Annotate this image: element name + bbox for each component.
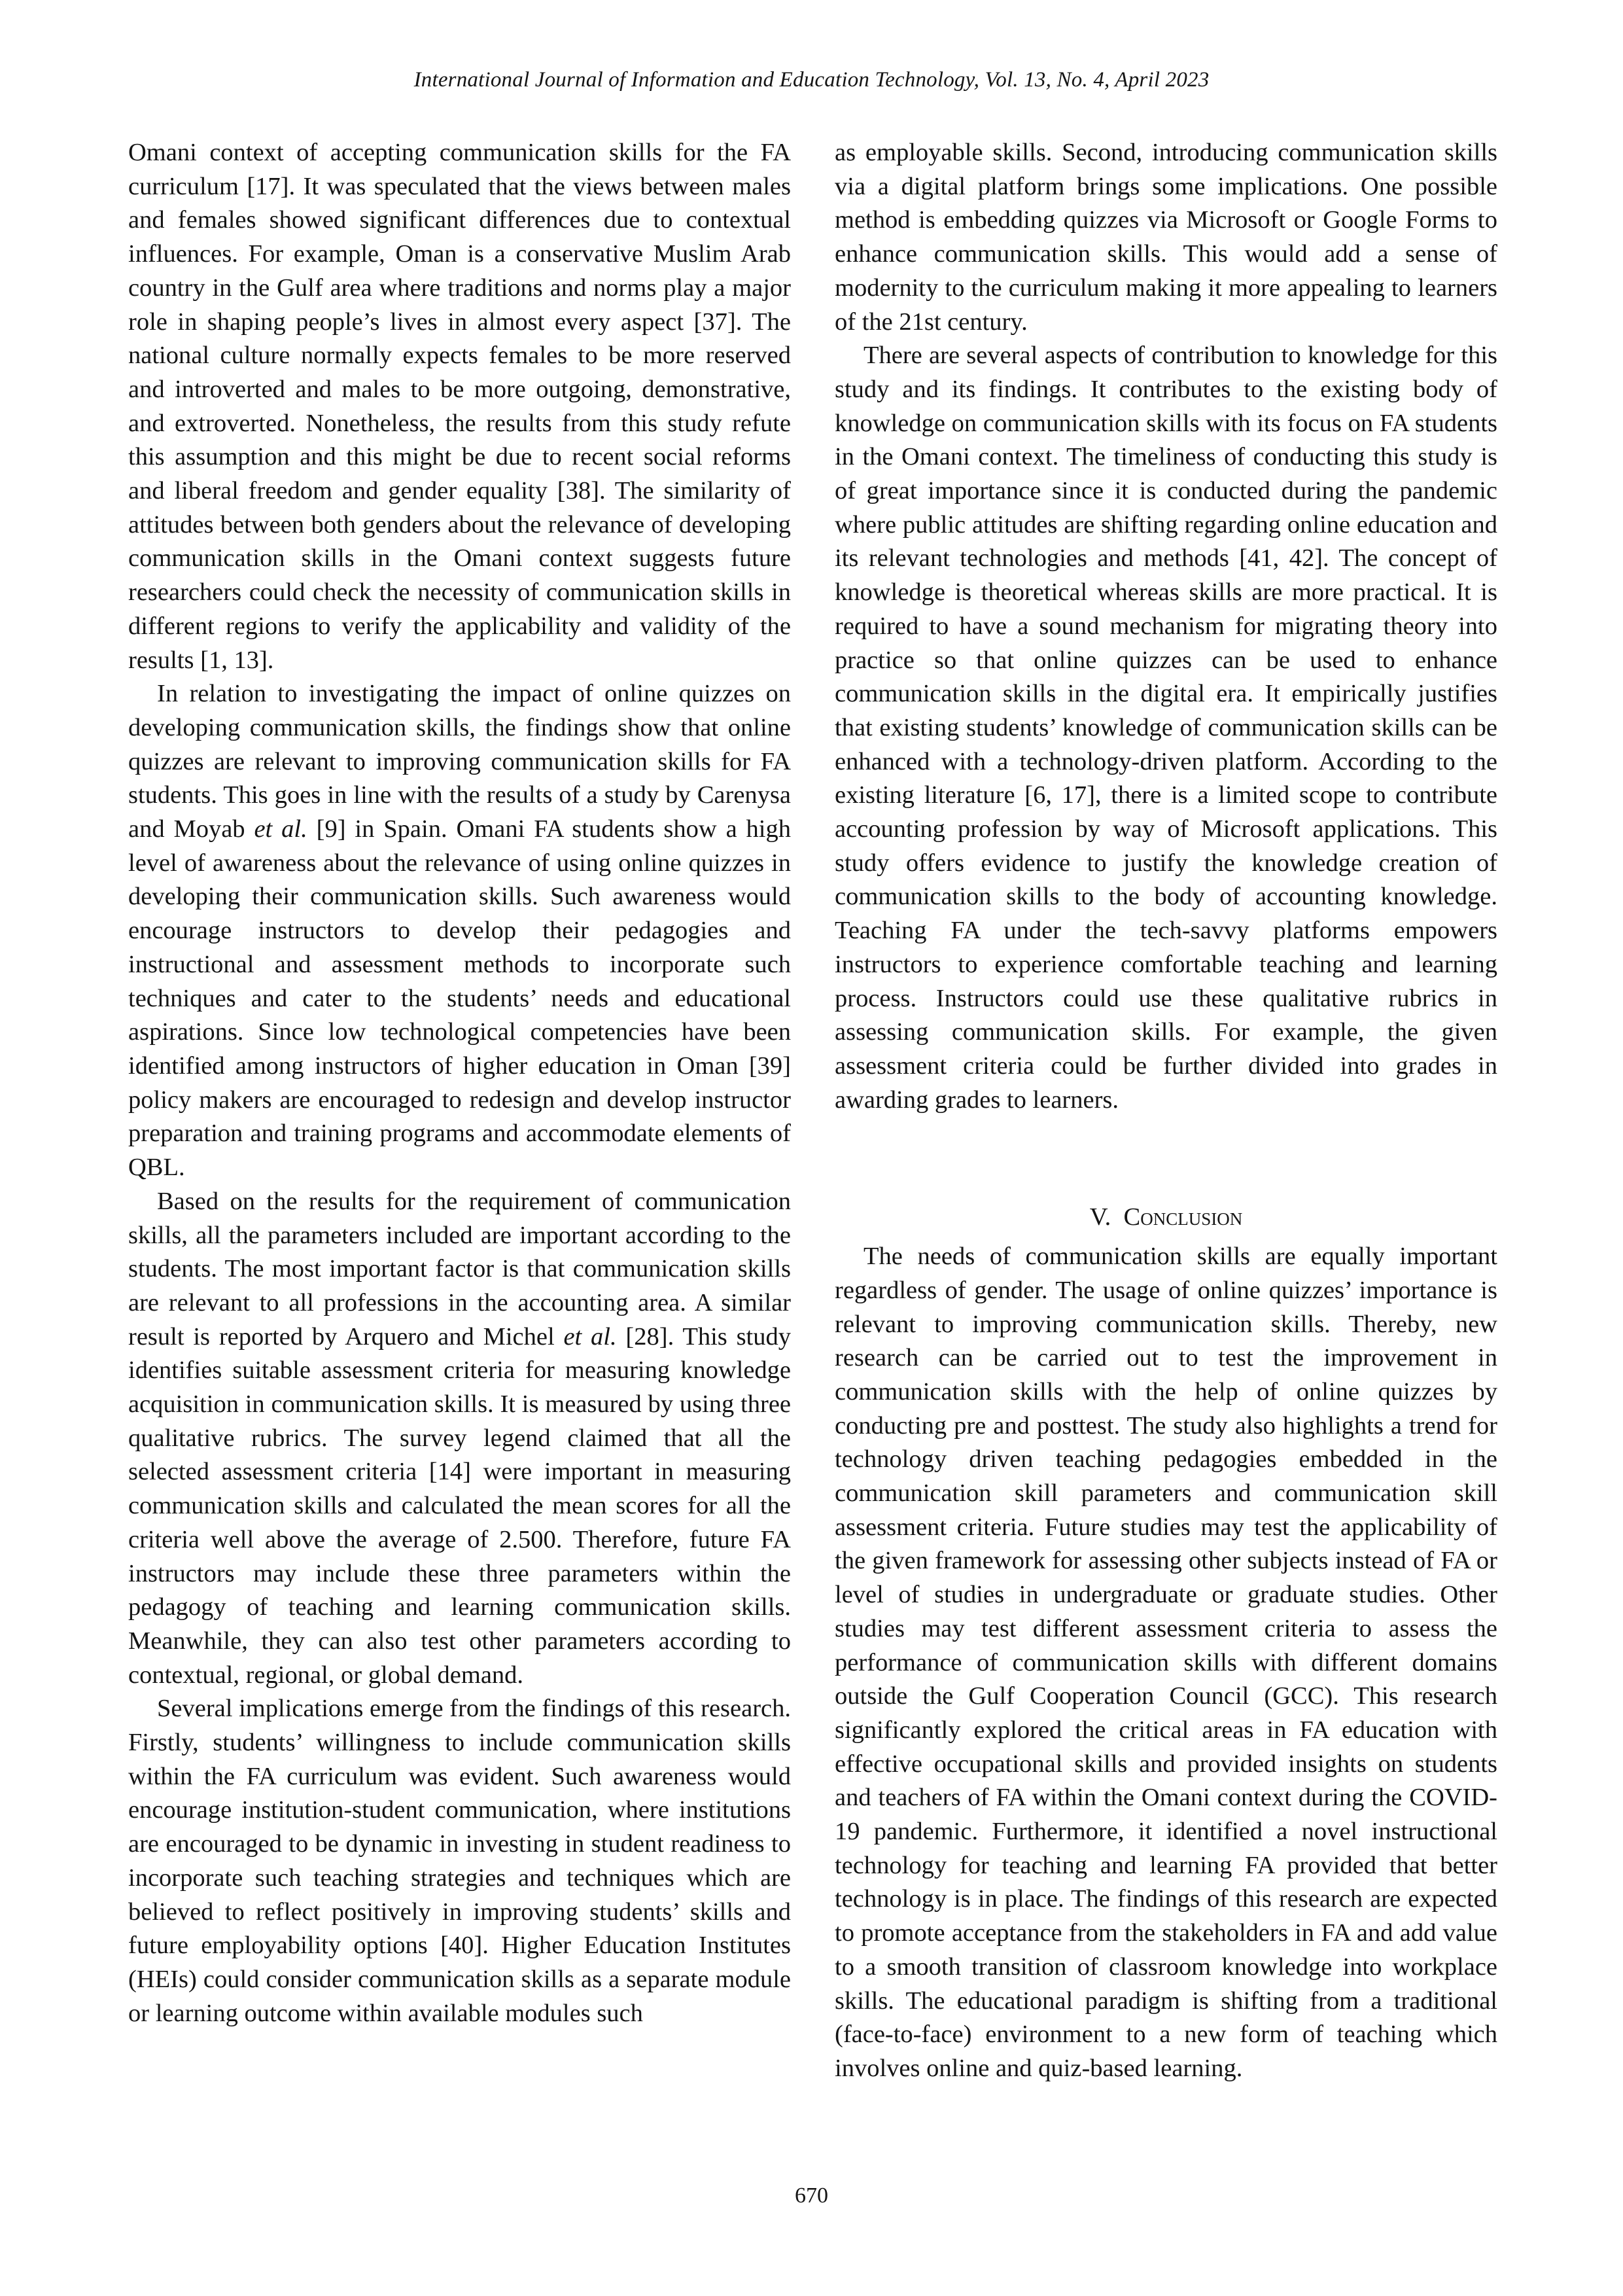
paragraph: Omani context of accepting communication skills for the FA curriculum [17]. It was speculated that the views between males and females showed significant differences due to contextual influences. For example, Oman is a conservative Muslim Arab country in the Gulf area where traditions and norms play a major role in shaping people’s lives in almost every aspect [37]. The national culture normally expects females to be more reserved and introverted and males to be more outgoing, demonstrative, and extroverted. Nonetheless, the results from this study refute this assumption and this might be due to recent social reforms and liberal freedom and gender equality [38]. The similarity of attitudes between both genders about the relevance of developing communication skills in the Omani context suggests future researchers could check the necessity of communication skills in different regions to verify the applicability and validity of the results [1, 13]. [128,139,791,674]
paragraph-text: [28]. This study identifies suitable assessment criteria for measuring knowledge acquisition in communication skills. It is measured by using three qualitative rubrics. The survey legend claimed that all the selected assessment criteria [14] were important in measuring communication skills and calculated the mean scores for all the criteria well above the average of 2.500. Therefore, future FA instructors may include these three parameters within the pedagogy of teaching and learning communication skills. Meanwhile, they can also test other parameters according to contextual, regional, or global demand. [128,1322,792,1689]
section-heading [835,1201,1497,1235]
paragraph [128,1185,791,1693]
paragraph [128,677,791,1185]
right-column [835,136,1497,2086]
paragraph: Several implications emerge from the findings of this research. Firstly, students’ willingness to include communication skills within the FA curriculum was evident. Such awareness would encourage institution-student communication, where institutions are encouraged to be dynamic in investing in student readiness to incorporate such teaching strategies and techniques which are believed to reflect positively in improving students’ skills and future employability options [40]. Higher Education Institutes (HEIs) could consider communication skills as a separate module or learning outcome within available modules such [128,1695,791,2027]
section-number: V. [1089,1203,1111,1231]
running-head: International Journal of Information and Education Technology, Vol. 13, No. 4, April 2023 [413,68,1210,92]
et-al-italic: et al. [254,815,307,843]
section-title: Conclusion [1123,1203,1243,1231]
paragraph: There are several aspects of contribution to knowledge for this study and its findings. It contributes to the existing body of knowledge on communication skills with its focus on FA students in the Omani context. The timeliness of conducting this study is of great importance since it is conducted during the pandemic where public attitudes are shifting regarding online education and its relevant technologies and methods [41, 42]. The concept of knowledge is theoretical whereas skills are more practical. It is required to have a sound mechanism for migrating theory into practice so that online quizzes can be used to enhance communication skills in the digital era. It empirically justifies that existing students’ knowledge of communication skills can be enhanced with a technology-driven platform. According to the existing literature [6, 17], there is a limited scope to contribute accounting profession by way of Microsoft applications. This study offers evidence to justify the knowledge creation of communication skills to the body of accounting knowledge. Teaching FA under the tech-savvy platforms empowers instructors to experience comfortable teaching and learning process. Instructors could use these qualitative rubrics in assessing communication skills. For example, the given assessment criteria could be further divided into grades in awarding grades to learners. [835,342,1497,1114]
paragraph-text: [9] in Spain. Omani FA students show a high level of awareness about the relevance of using online quizzes in developing their communication skills. Such awareness would encourage instructors to develop their pedagogies and instructional and assessment methods to incorporate such techniques and cater to the students’ needs and educational aspirations. Since low technological competencies have been identified among instructors of higher education in Oman [39] policy makers are encouraged to redesign and develop instructor preparation and training programs and accommodate elements of QBL. [128,815,792,1182]
et-al-italic: et al. [563,1322,617,1351]
paragraph: as employable skills. Second, introducing communication skills via a digital platform brings some implications. One possible method is embedding quizzes via Microsoft or Google Forms to enhance communication skills. This would add a sense of modernity to the curriculum making it more appealing to learners of the 21st century. [835,139,1497,336]
paragraph-text: Based on the results for the requirement of communication skills, all the parameters included are important according to the students. The most important factor is that communication skills are relevant to all professions in the accounting area. A similar result is reported by Arquero and Michel [128,1187,791,1351]
page-number: 670 [795,2183,828,2208]
paragraph: The needs of communication skills are equally important regardless of gender. The usage of online quizzes’ importance is relevant to improving communication skills. Thereby, new research can be carried out to test the improvement in communication skills with the help of online quizzes by conducting pre and posttest. The study also highlights a trend for technology driven teaching pedagogies embedded in the communication skill parameters and communication skill assessment criteria. Future studies may test the applicability of the given framework for assessing other subjects instead of FA or level of studies in undergraduate or graduate studies. Other studies may test different assessment criteria to assess the performance of communication skills with different domains outside the Gulf Cooperation Council (GCC). This research significantly explored the critical areas in FA education with effective occupational skills and provided insights on students and teachers of FA within the Omani context during the COVID-19 pandemic. Furthermore, it identified a novel instructional technology for teaching and learning FA provided that better technology is in place. The findings of this research are expected to promote acceptance from the stakeholders in FA and add value to a smooth transition of classroom knowledge into workplace skills. The educational paradigm is shifting from a traditional (face-to-face) environment to a new form of teaching which involves online and quiz-based learning. [835,1243,1497,2082]
paragraph-text: In relation to investigating the impact of online quizzes on developing communication skills, the findings show that online quizzes are relevant to improving communication skills for FA students. This goes in line with the results of a study by Carenysa and Moyab [128,680,791,843]
left-column [128,136,791,2030]
